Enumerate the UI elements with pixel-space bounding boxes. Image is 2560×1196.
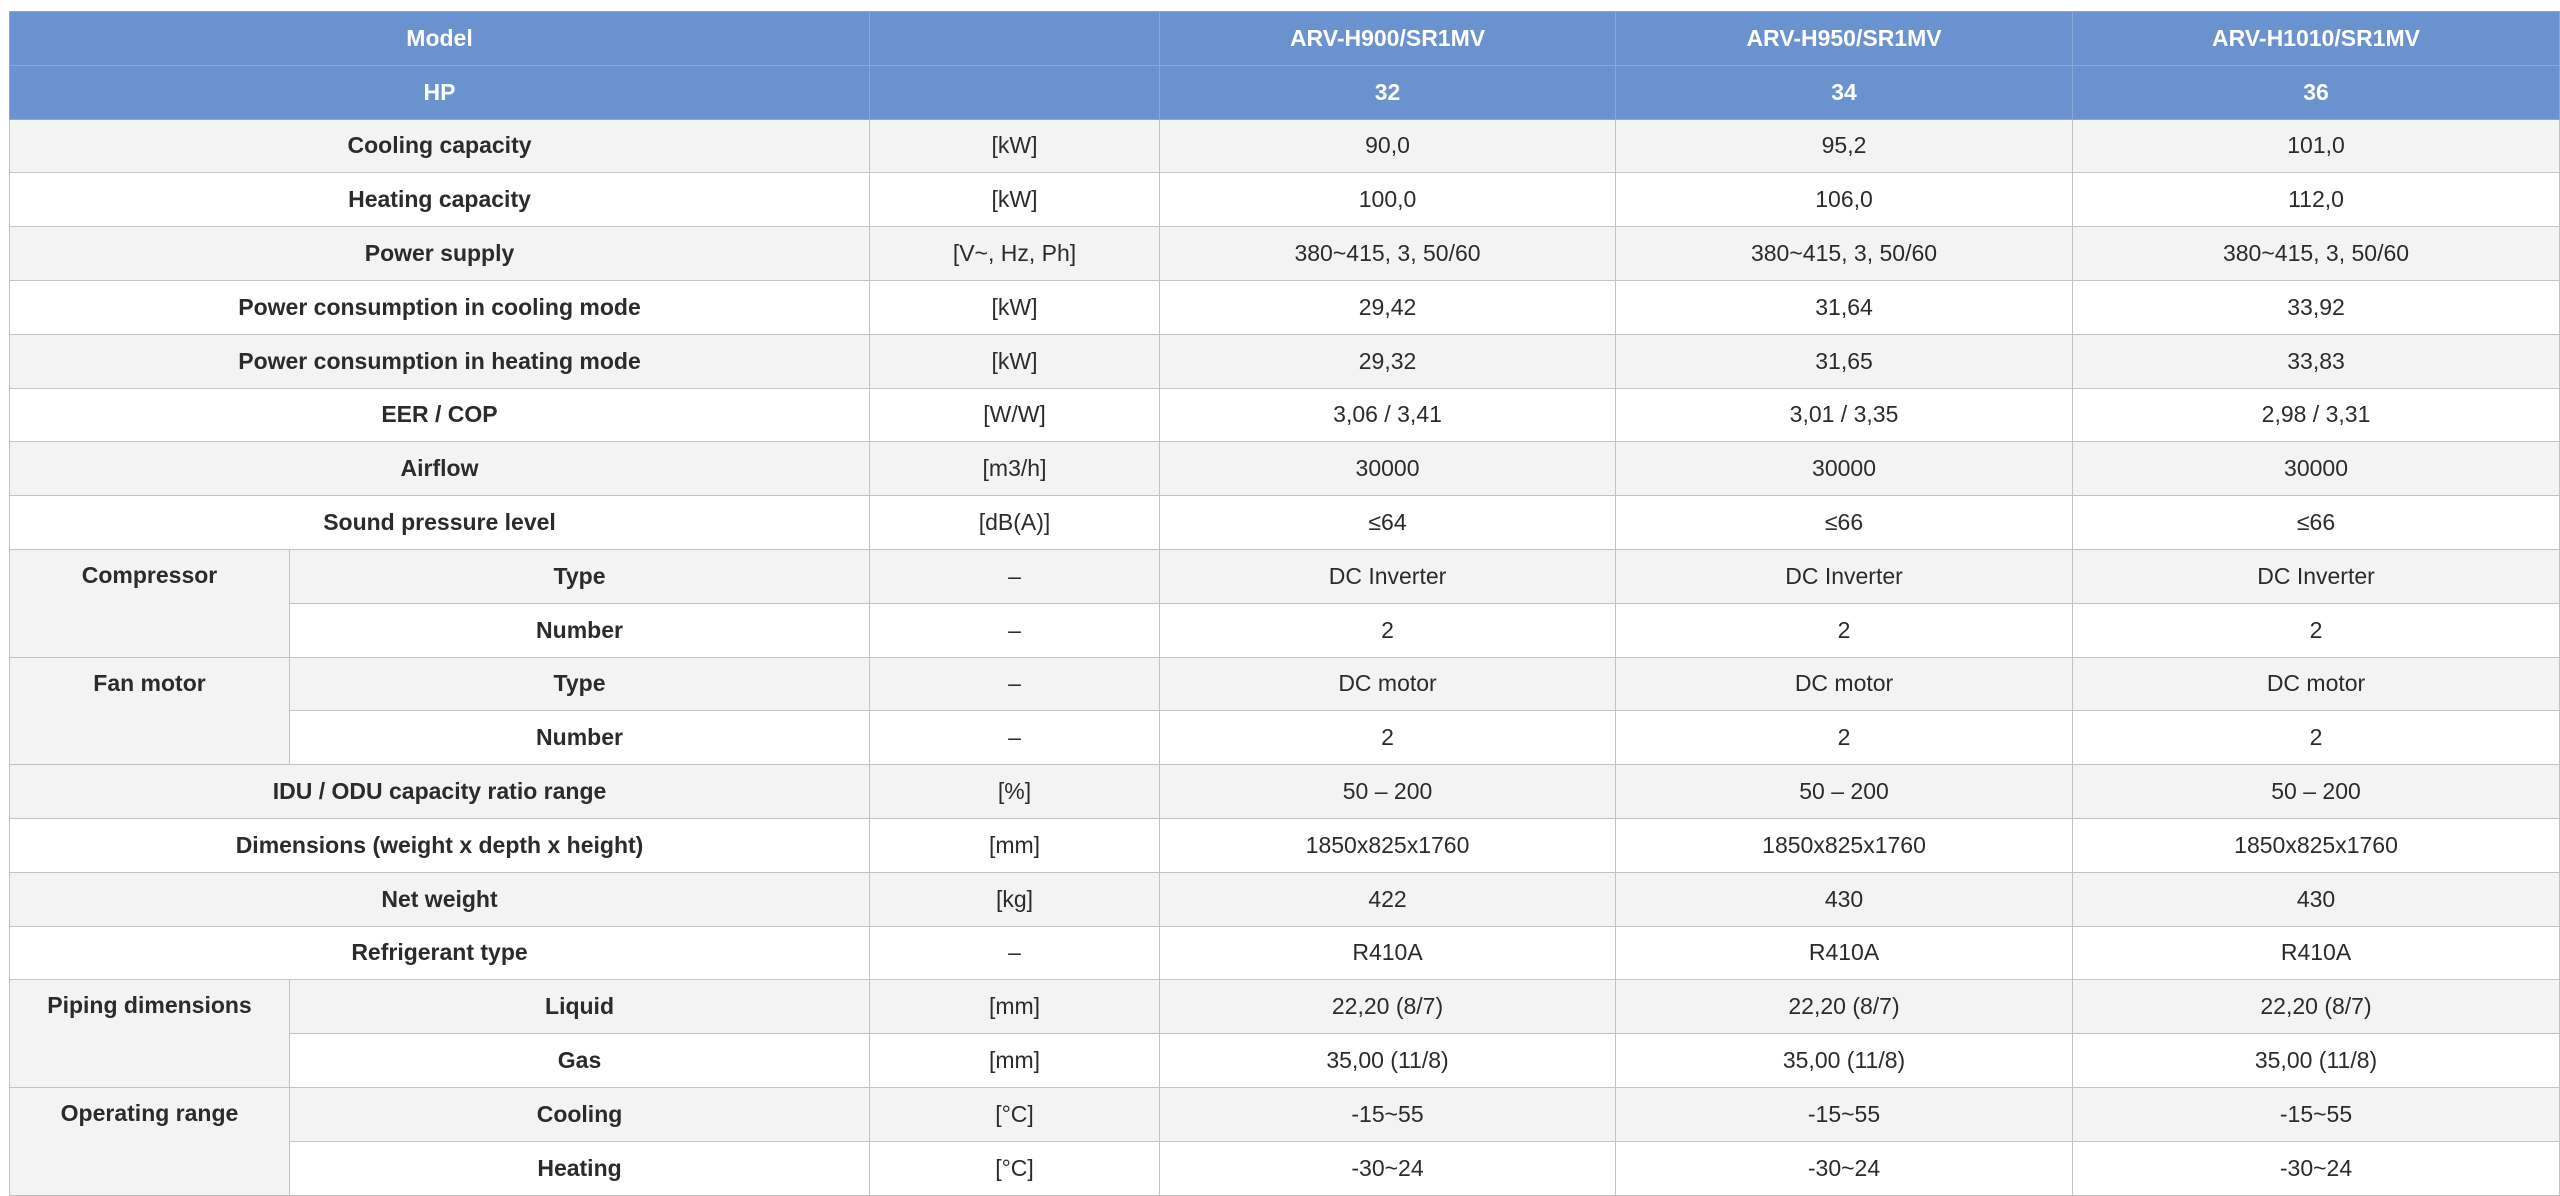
group-label: Piping dimensions [10, 980, 290, 1088]
value-cell: 112,0 [2073, 173, 2560, 227]
table-row [10, 1141, 2560, 1195]
value-cell: 31,65 [1616, 334, 2073, 388]
unit-cell: [%] [870, 765, 1160, 819]
unit-cell: [dB(A)] [870, 496, 1160, 550]
sub-label: Type [290, 549, 870, 603]
value-cell: ≤64 [1160, 496, 1616, 550]
row-label: Power consumption in cooling mode [10, 280, 870, 334]
value-cell: -15~55 [1616, 1087, 2073, 1141]
unit-cell: [kW] [870, 334, 1160, 388]
value-cell: 106,0 [1616, 173, 2073, 227]
value-cell: 30000 [1160, 442, 1616, 496]
model-name-3: ARV-H1010/SR1MV [2073, 12, 2560, 66]
hp-value-2: 34 [1616, 65, 2073, 119]
value-cell: -15~55 [2073, 1087, 2560, 1141]
value-cell: 90,0 [1160, 119, 1616, 173]
value-cell: -30~24 [1160, 1141, 1616, 1195]
table-row [10, 280, 2560, 334]
value-cell: 31,64 [1616, 280, 2073, 334]
value-cell: 380~415, 3, 50/60 [2073, 227, 2560, 281]
value-cell: 50 – 200 [1160, 765, 1616, 819]
unit-cell: [kW] [870, 119, 1160, 173]
table-row [10, 980, 2560, 1034]
table-row [10, 549, 2560, 603]
unit-cell: [W/W] [870, 388, 1160, 442]
table-row [10, 1034, 2560, 1088]
model-name-1: ARV-H900/SR1MV [1160, 12, 1616, 66]
value-cell: 2,98 / 3,31 [2073, 388, 2560, 442]
row-label: Dimensions (weight x depth x height) [10, 818, 870, 872]
table-row [10, 711, 2560, 765]
unit-cell: [m3/h] [870, 442, 1160, 496]
value-cell: R410A [1616, 926, 2073, 980]
value-cell: 2 [2073, 711, 2560, 765]
specifications-table [9, 11, 2560, 1196]
value-cell: 101,0 [2073, 119, 2560, 173]
sub-label: Number [290, 711, 870, 765]
header-row-hp [10, 65, 2560, 119]
table-row [10, 926, 2560, 980]
header-row-model [10, 12, 2560, 66]
value-cell: 1850x825x1760 [1616, 818, 2073, 872]
value-cell: 95,2 [1616, 119, 2073, 173]
table-row [10, 119, 2560, 173]
unit-cell: [mm] [870, 980, 1160, 1034]
row-label: Sound pressure level [10, 496, 870, 550]
value-cell: -15~55 [1160, 1087, 1616, 1141]
table-row [10, 496, 2560, 550]
value-cell: DC Inverter [1616, 549, 2073, 603]
value-cell: 33,83 [2073, 334, 2560, 388]
row-label: Heating capacity [10, 173, 870, 227]
model-name-2: ARV-H950/SR1MV [1616, 12, 2073, 66]
value-cell: 22,20 (8/7) [2073, 980, 2560, 1034]
value-cell: 2 [1616, 603, 2073, 657]
value-cell: 430 [1616, 872, 2073, 926]
value-cell: 2 [1160, 603, 1616, 657]
row-label: IDU / ODU capacity ratio range [10, 765, 870, 819]
row-label: Airflow [10, 442, 870, 496]
group-label: Compressor [10, 549, 290, 657]
table-row [10, 765, 2560, 819]
value-cell: 3,06 / 3,41 [1160, 388, 1616, 442]
unit-cell: [mm] [870, 1034, 1160, 1088]
value-cell: 30000 [1616, 442, 2073, 496]
value-cell: 2 [1616, 711, 2073, 765]
table-row [10, 603, 2560, 657]
value-cell: 422 [1160, 872, 1616, 926]
value-cell: 22,20 (8/7) [1616, 980, 2073, 1034]
table-row [10, 442, 2560, 496]
value-cell: 30000 [2073, 442, 2560, 496]
sub-label: Cooling [290, 1087, 870, 1141]
value-cell: R410A [1160, 926, 1616, 980]
value-cell: 380~415, 3, 50/60 [1616, 227, 2073, 281]
row-label: Refrigerant type [10, 926, 870, 980]
value-cell: DC motor [2073, 657, 2560, 711]
unit-header-cell [870, 12, 1160, 66]
hp-value-1: 32 [1160, 65, 1616, 119]
unit-cell: [°C] [870, 1087, 1160, 1141]
value-cell: 3,01 / 3,35 [1616, 388, 2073, 442]
value-cell: 50 – 200 [2073, 765, 2560, 819]
sub-label: Gas [290, 1034, 870, 1088]
row-label: EER / COP [10, 388, 870, 442]
table-row [10, 818, 2560, 872]
value-cell: 1850x825x1760 [2073, 818, 2560, 872]
value-cell: 380~415, 3, 50/60 [1160, 227, 1616, 281]
table-row [10, 388, 2560, 442]
model-header-label: Model [10, 12, 870, 66]
value-cell: -30~24 [2073, 1141, 2560, 1195]
row-label: Power consumption in heating mode [10, 334, 870, 388]
unit-cell: [°C] [870, 1141, 1160, 1195]
value-cell: 29,42 [1160, 280, 1616, 334]
value-cell: 50 – 200 [1616, 765, 2073, 819]
unit-cell: [kg] [870, 872, 1160, 926]
hp-value-3: 36 [2073, 65, 2560, 119]
hp-unit-cell [870, 65, 1160, 119]
value-cell: 22,20 (8/7) [1160, 980, 1616, 1034]
unit-cell: [V~, Hz, Ph] [870, 227, 1160, 281]
unit-cell: – [870, 657, 1160, 711]
table-row [10, 334, 2560, 388]
value-cell: 430 [2073, 872, 2560, 926]
sub-label: Liquid [290, 980, 870, 1034]
sub-label: Heating [290, 1141, 870, 1195]
row-label: Cooling capacity [10, 119, 870, 173]
spec-table-container [9, 11, 2560, 1196]
value-cell: 2 [2073, 603, 2560, 657]
unit-cell: [kW] [870, 173, 1160, 227]
value-cell: DC motor [1616, 657, 2073, 711]
value-cell: 100,0 [1160, 173, 1616, 227]
value-cell: DC Inverter [1160, 549, 1616, 603]
sub-label: Number [290, 603, 870, 657]
value-cell: 2 [1160, 711, 1616, 765]
value-cell: ≤66 [1616, 496, 2073, 550]
group-label: Fan motor [10, 657, 290, 765]
unit-cell: – [870, 603, 1160, 657]
table-row [10, 872, 2560, 926]
hp-header-label: HP [10, 65, 870, 119]
value-cell: 1850x825x1760 [1160, 818, 1616, 872]
unit-cell: [mm] [870, 818, 1160, 872]
value-cell: 29,32 [1160, 334, 1616, 388]
table-row [10, 657, 2560, 711]
value-cell: DC Inverter [2073, 549, 2560, 603]
sub-label: Type [290, 657, 870, 711]
table-row [10, 1087, 2560, 1141]
table-row [10, 227, 2560, 281]
unit-cell: – [870, 711, 1160, 765]
row-label: Power supply [10, 227, 870, 281]
group-label: Operating range [10, 1087, 290, 1195]
value-cell: -30~24 [1616, 1141, 2073, 1195]
value-cell: 35,00 (11/8) [1160, 1034, 1616, 1088]
value-cell: DC motor [1160, 657, 1616, 711]
value-cell: 35,00 (11/8) [1616, 1034, 2073, 1088]
unit-cell: [kW] [870, 280, 1160, 334]
value-cell: ≤66 [2073, 496, 2560, 550]
value-cell: 33,92 [2073, 280, 2560, 334]
value-cell: 35,00 (11/8) [2073, 1034, 2560, 1088]
value-cell: R410A [2073, 926, 2560, 980]
unit-cell: – [870, 549, 1160, 603]
table-row [10, 173, 2560, 227]
row-label: Net weight [10, 872, 870, 926]
unit-cell: – [870, 926, 1160, 980]
